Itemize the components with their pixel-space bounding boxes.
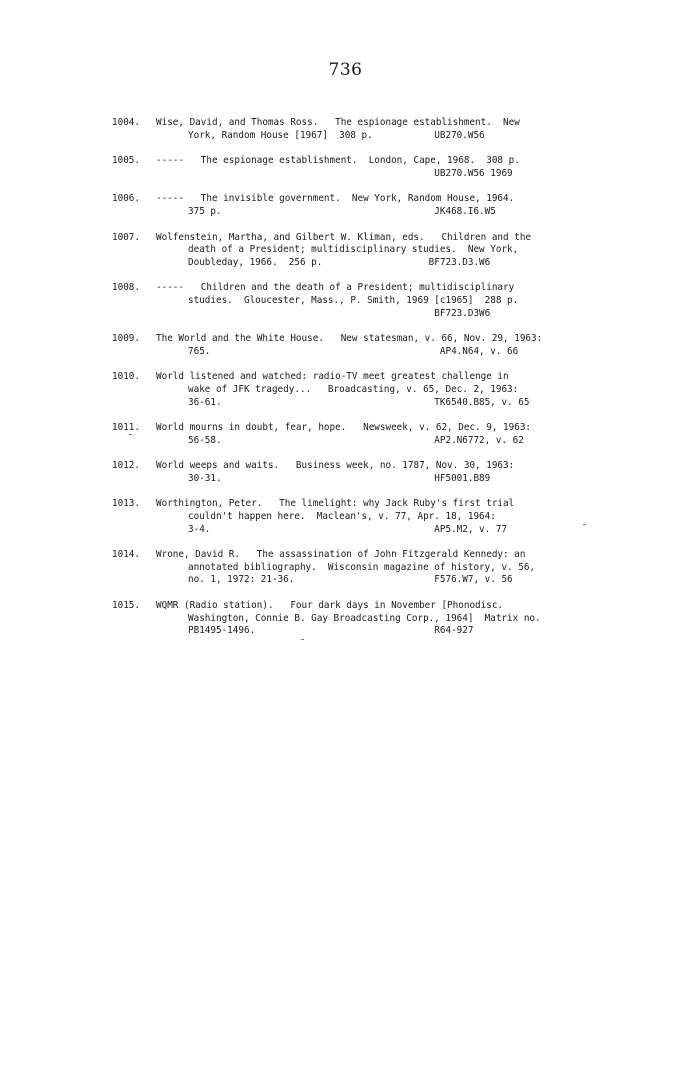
entry-line: couldn't happen here. Maclean's, v. 77, Apr. 18, 1964:: [188, 511, 496, 523]
entry-line: ----- Children and the death of a President; multidisciplinary: [156, 282, 515, 294]
entry-line: 56-58. AP2.N6772, v. 62: [188, 434, 524, 446]
bibliography-entry: [112, 422, 582, 447]
entry-line: Worthington, Peter. The limelight: why Jack Ruby's first trial: [156, 498, 515, 510]
entry-line: Wise, David, and Thomas Ross. The espionage establishment. New: [156, 117, 520, 128]
entry-line: Doubleday, 1966. 256 p. BF723.D3.W6: [188, 256, 491, 268]
entry-line: Wolfenstein, Martha, and Gilbert W. Kliman, eds. Children and the: [156, 231, 532, 243]
bibliography-entry: [112, 460, 582, 485]
entry-line: World mourns in doubt, fear, hope. Newsweek, v. 62, Dec. 9, 1963:: [156, 422, 532, 434]
entry-number: 1011.: [112, 422, 140, 434]
bibliography-entry: [112, 282, 582, 320]
entry-number: 1015.: [112, 600, 140, 612]
entry-line: Washington, Connie B. Gay Broadcasting Corp., 1964] Matrix no.: [188, 612, 541, 624]
entry-line: 3-4. AP5.M2, v. 77: [188, 523, 508, 535]
entry-line: 30-31. HF5001.B89: [188, 472, 491, 484]
entry-line: Wrone, David R. The assassination of John Fitzgerald Kennedy: an: [156, 549, 526, 561]
entry-line: The World and the White House. New statesman, v. 66, Nov. 29, 1963:: [156, 333, 543, 345]
bibliography-entry: [112, 498, 582, 536]
entry-line: death of a President; multidisciplinary studies. New York,: [188, 244, 519, 256]
entry-line: studies. Gloucester, Mass., P. Smith, 1969 [c1965] 288 p.: [188, 294, 519, 306]
entry-line: UB270.W56 1969: [188, 167, 513, 179]
entry-number: 1009.: [112, 333, 140, 345]
entry-line: World weeps and waits. Business week, no. 1787, Nov. 30, 1963:: [156, 460, 515, 472]
entry-line: 375 p. JK468.I6.W5: [188, 205, 496, 217]
entry-number: 1014.: [112, 549, 140, 561]
entry-line: BF723.D3W6: [188, 307, 491, 319]
bibliography-entry: [112, 155, 582, 180]
bibliography-entry: [112, 232, 582, 270]
entry-number: 1004.: [112, 117, 140, 128]
bibliography-entry: [112, 549, 582, 587]
bibliography-entry: [112, 600, 582, 638]
bibliography-entry: [112, 193, 582, 218]
entry-line: 36-61. TK6540.B85, v. 65: [188, 396, 530, 408]
scan-mark: [129, 434, 132, 435]
bibliography-entries: [112, 117, 582, 651]
entry-line: annotated bibliography. Wisconsin magazine of history, v. 56,: [188, 561, 536, 573]
entry-line: no. 1, 1972: 21-36. F576.W7, v. 56: [188, 574, 513, 586]
entry-line: PB1495-1496. R64-927: [188, 625, 474, 637]
entry-number: 1010.: [112, 371, 140, 383]
entry-number: 1012.: [112, 460, 140, 472]
entry-line: wake of JFK tragedy... Broadcasting, v. 65, Dec. 2, 1963:: [188, 383, 519, 395]
entry-line: ----- The invisible government. New York, Random House, 1964.: [156, 193, 515, 205]
entry-number: 1007.: [112, 231, 140, 243]
entry-number: 1008.: [112, 282, 140, 294]
scan-mark: [583, 524, 586, 525]
bibliography-entry: [112, 371, 582, 409]
entry-line: York, Random House [1967] 308 p. UB270.W56: [188, 129, 485, 141]
entry-number: 1006.: [112, 193, 140, 205]
bibliography-entry: [112, 117, 582, 142]
entry-number: 1013.: [112, 498, 140, 510]
bibliography-entry: [112, 333, 582, 358]
scan-mark: [301, 639, 304, 640]
entry-line: World listened and watched: radio-TV meet greatest challenge in: [156, 371, 509, 383]
entry-line: ----- The espionage establishment. London, Cape, 1968. 308 p.: [156, 155, 520, 167]
entry-number: 1005.: [112, 155, 140, 167]
entry-line: 765. AP4.N64, v. 66: [188, 345, 519, 357]
entry-line: WQMR (Radio station). Four dark days in November [Phonodisc.: [156, 600, 504, 612]
page-number: 736: [328, 60, 363, 80]
